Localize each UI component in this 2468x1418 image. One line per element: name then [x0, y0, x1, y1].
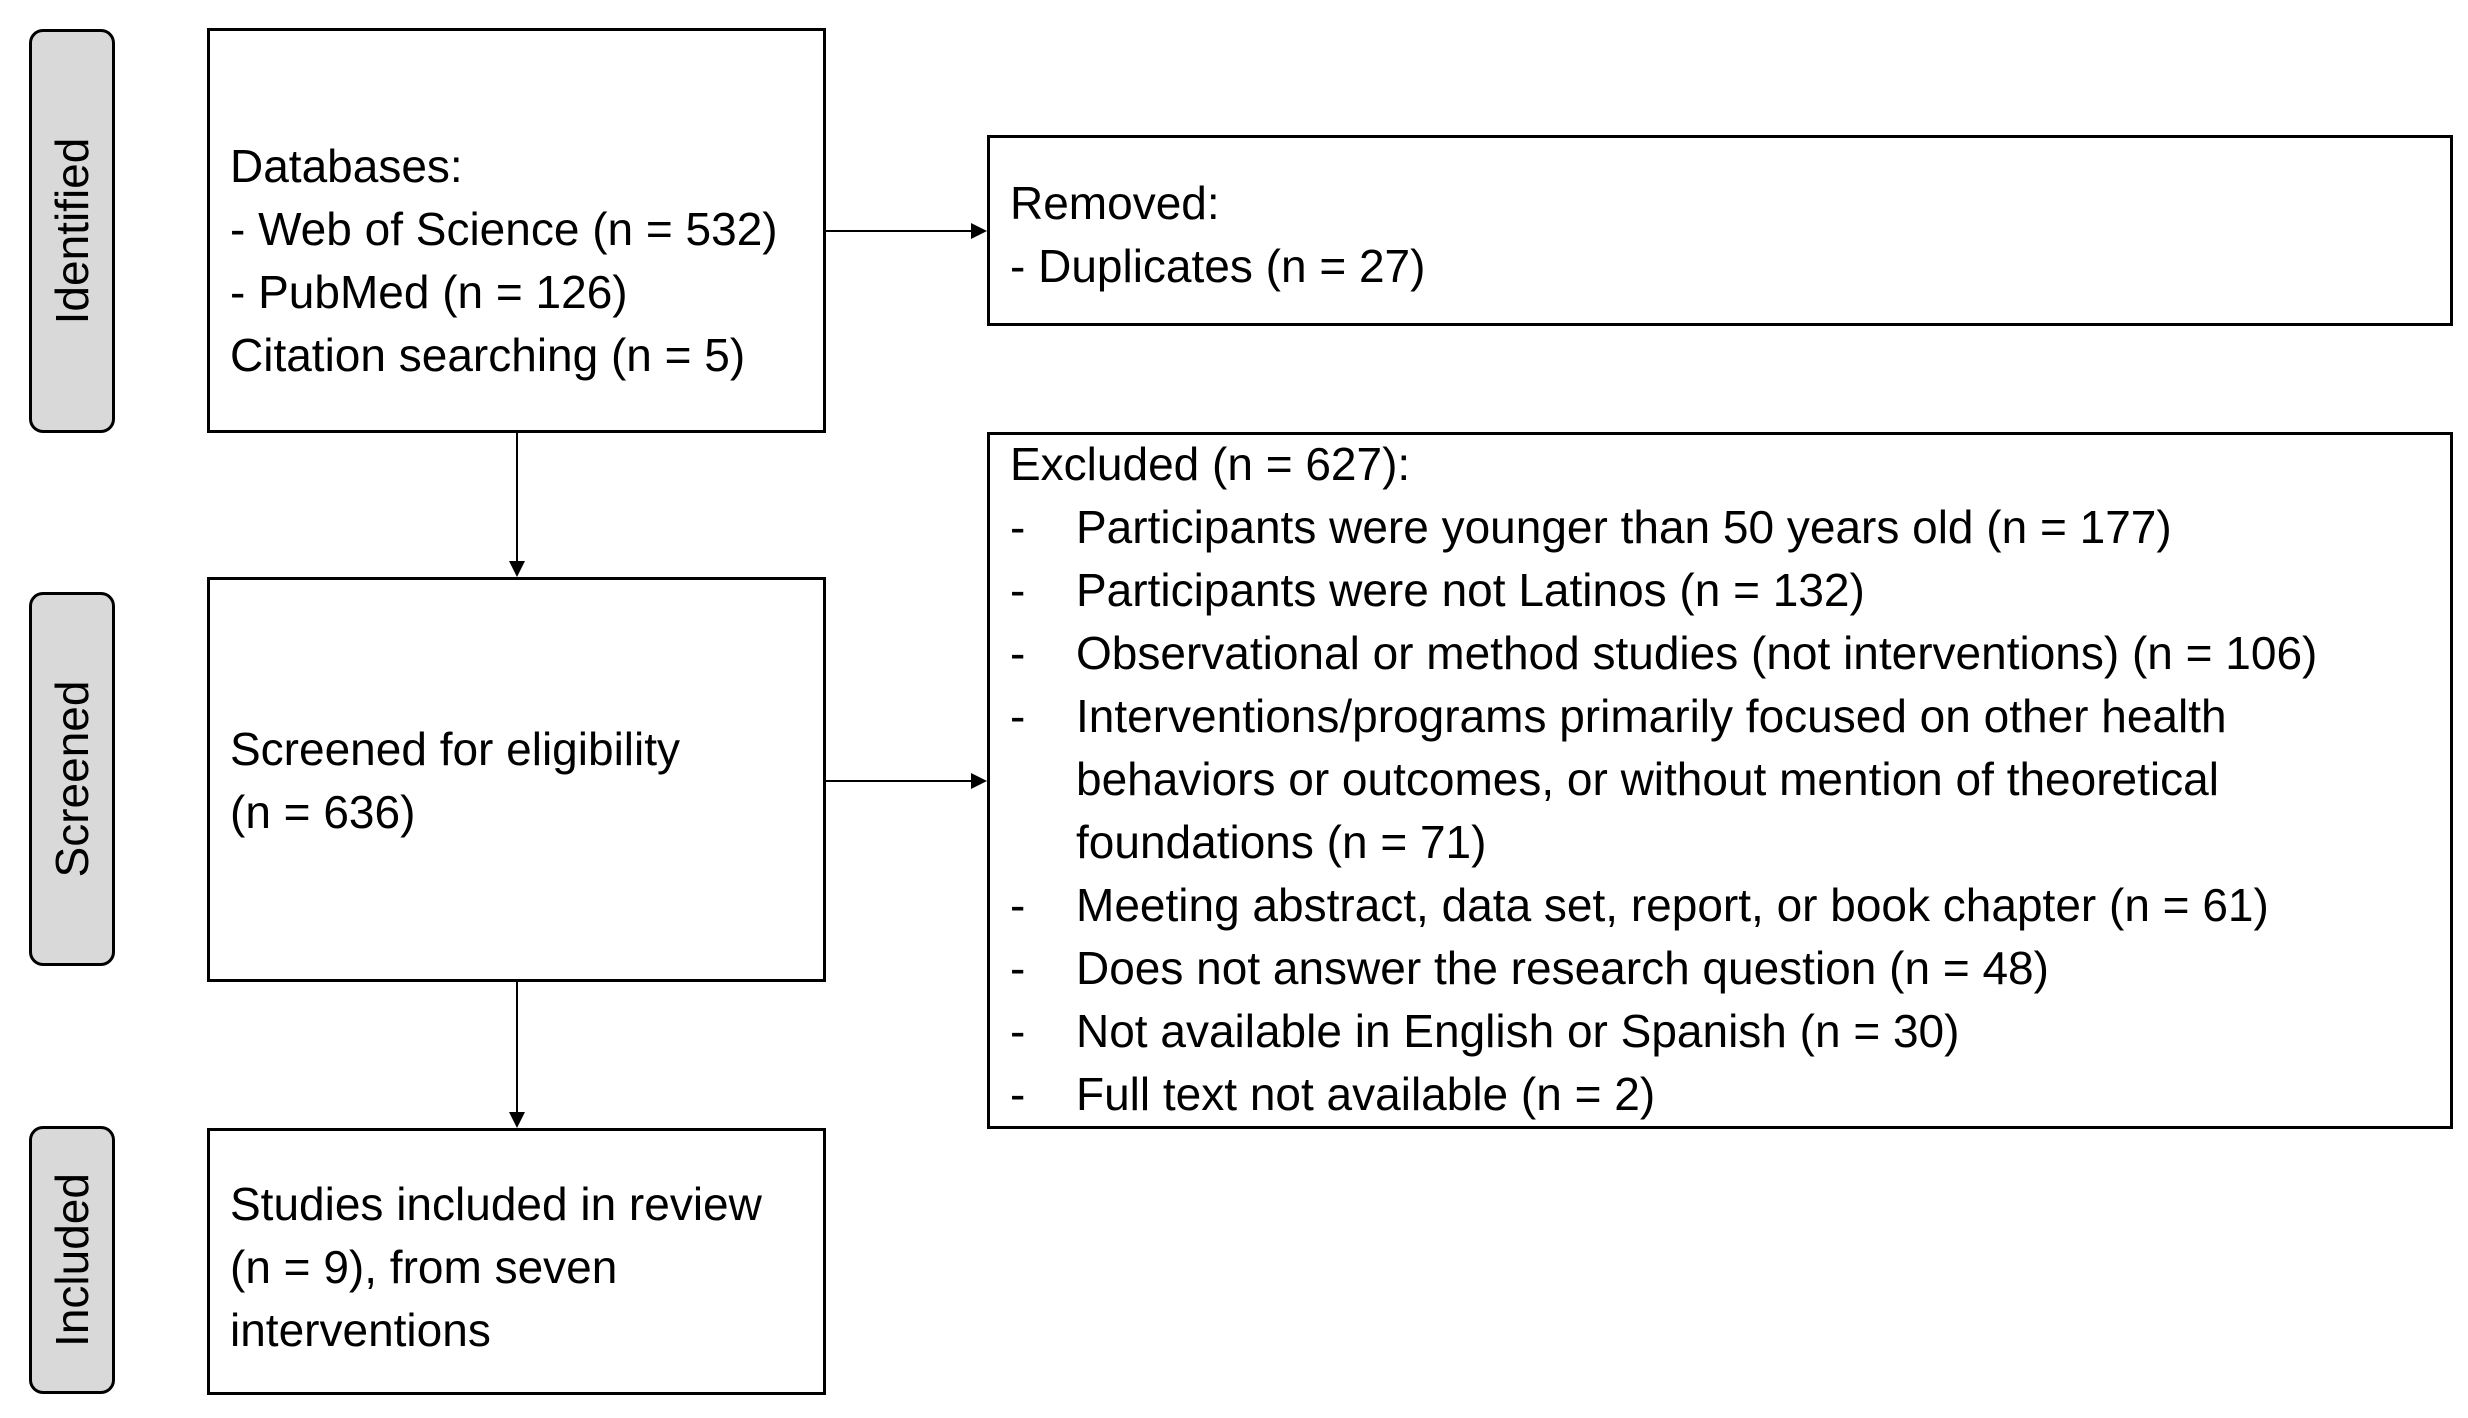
identification-line: - PubMed (n = 126) — [230, 266, 628, 318]
excluded-item — [1010, 622, 2440, 685]
screening-line: (n = 636) — [230, 786, 416, 838]
included-line: (n = 9), from seven — [230, 1241, 618, 1293]
arrow-to-included-head — [509, 1112, 525, 1128]
excluded-item-bullet: - — [1010, 501, 1026, 553]
excluded-item-bullet: - — [1010, 942, 1026, 994]
excluded-item-text: Participants were younger than 50 years old (n = 177) — [1076, 501, 2172, 553]
excluded-item-bullet: - — [1010, 627, 1026, 679]
excluded-item-bullet: - — [1010, 1005, 1026, 1057]
excluded-item-text: Not available in English or Spanish (n = 30) — [1076, 1005, 1960, 1057]
excluded-item — [1010, 496, 2440, 559]
screening-box — [207, 577, 826, 982]
arrow-to-included — [516, 982, 518, 1113]
included-line: Studies included in review — [230, 1178, 762, 1230]
included-line: interventions — [230, 1304, 491, 1356]
stage-included — [29, 1126, 115, 1394]
excluded-item-bullet: - — [1010, 564, 1026, 616]
stage-identified-label: Identified — [46, 137, 98, 325]
removed-line: - Duplicates (n = 27) — [1010, 240, 1426, 292]
excluded-item-text: Meeting abstract, data set, report, or book chapter (n = 61) — [1076, 879, 2269, 931]
arrow-to-screening-head — [509, 561, 525, 577]
stage-included-label: Included — [46, 1173, 98, 1347]
identification-line: - Web of Science (n = 532) — [230, 203, 778, 255]
excluded-title: Excluded (n = 627): — [1010, 438, 1411, 490]
removed-box — [987, 135, 2453, 326]
excluded-item-text: Participants were not Latinos (n = 132) — [1076, 564, 1865, 616]
included-box — [207, 1128, 826, 1395]
identification-line: Citation searching (n = 5) — [230, 329, 746, 381]
arrow-to-excluded-head — [971, 773, 987, 789]
stage-screened — [29, 592, 115, 966]
excluded-item — [1010, 1000, 2440, 1063]
excluded-item-text: Does not answer the research question (n = 48) — [1076, 942, 2049, 994]
stage-screened-label: Screened — [46, 680, 98, 878]
stage-identified — [29, 29, 115, 433]
excluded-item — [1010, 874, 2440, 937]
arrow-to-removed — [826, 230, 972, 232]
arrow-to-excluded — [826, 780, 972, 782]
excluded-item-text: Observational or method studies (not interventions) (n = 106) — [1076, 627, 2318, 679]
excluded-item — [1010, 685, 2366, 874]
excluded-item-text: Interventions/programs primarily focused on other health behaviors or outcomes, or without mention of theoretical foundations (n = 71) — [1076, 690, 2227, 868]
identification-line: Databases: — [230, 140, 463, 192]
excluded-item-text: Full text not available (n = 2) — [1076, 1068, 1656, 1120]
excluded-item-bullet: - — [1010, 690, 1026, 742]
excluded-box — [987, 432, 2453, 1129]
excluded-item — [1010, 937, 2440, 1000]
arrow-to-removed-head — [971, 223, 987, 239]
screening-line: Screened for eligibility — [230, 723, 681, 775]
excluded-item — [1010, 1063, 2440, 1126]
excluded-item — [1010, 559, 2440, 622]
removed-line: Removed: — [1010, 177, 1220, 229]
arrow-to-screening — [516, 433, 518, 562]
identification-box — [207, 28, 826, 433]
excluded-item-bullet: - — [1010, 1068, 1026, 1120]
excluded-item-bullet: - — [1010, 879, 1026, 931]
